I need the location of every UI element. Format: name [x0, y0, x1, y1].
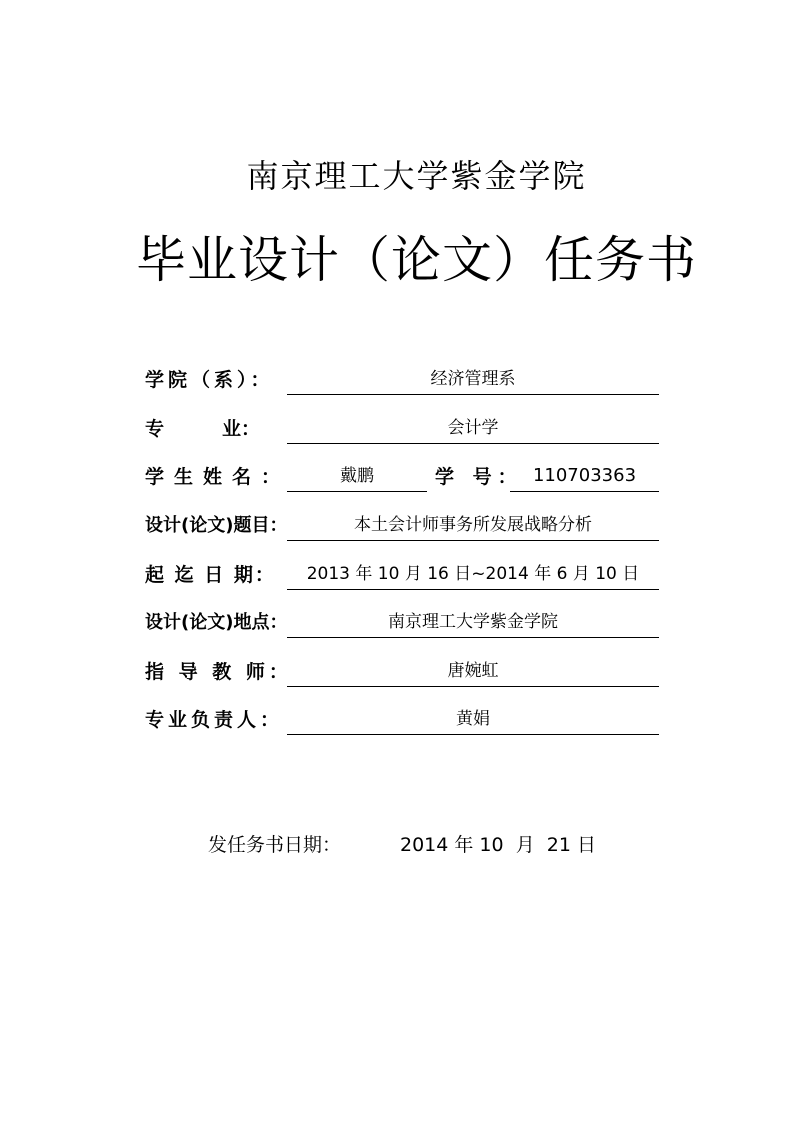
period-value: 2013 年 10 月 16 日~2014 年 6 月 10 日: [287, 559, 659, 590]
issue-date-label: 发任务书日期：: [208, 834, 342, 856]
department-value: 经济管理系: [287, 364, 659, 395]
student-id-value: 110703363: [510, 461, 659, 492]
supervisor-value: 唐婉虹: [287, 656, 659, 687]
major-label-part2: 业：: [222, 418, 261, 440]
major-label: [145, 414, 290, 444]
issue-date-value: 2014 年 10 月 21 日: [400, 834, 596, 856]
major-value: 会计学: [287, 413, 659, 444]
student-name-label: 学生姓名：: [145, 466, 291, 488]
student-id-label: 学 号：: [435, 466, 523, 488]
major-label-part1: 专: [145, 418, 165, 440]
document-title: 毕业设计（论文）任务书: [136, 231, 697, 289]
department-label: 学院（系）：: [145, 369, 274, 391]
major-head-value: 黄娟: [287, 704, 659, 735]
thesis-title-label: 设计(论文)题目：: [145, 515, 288, 536]
supervisor-label: 指 导 教 师：: [145, 661, 292, 683]
school-name: 南京理工大学紫金学院: [246, 157, 587, 195]
location-label: 设计(论文)地点：: [145, 612, 288, 633]
major-head-label: 专业负责人：: [145, 709, 284, 731]
period-label: 起 迄 日 期：: [145, 564, 276, 586]
location-value: 南京理工大学紫金学院: [287, 607, 659, 638]
thesis-title-value: 本土会计师事务所发展战略分析: [287, 510, 659, 541]
student-name-value: 戴鹏: [287, 461, 427, 492]
